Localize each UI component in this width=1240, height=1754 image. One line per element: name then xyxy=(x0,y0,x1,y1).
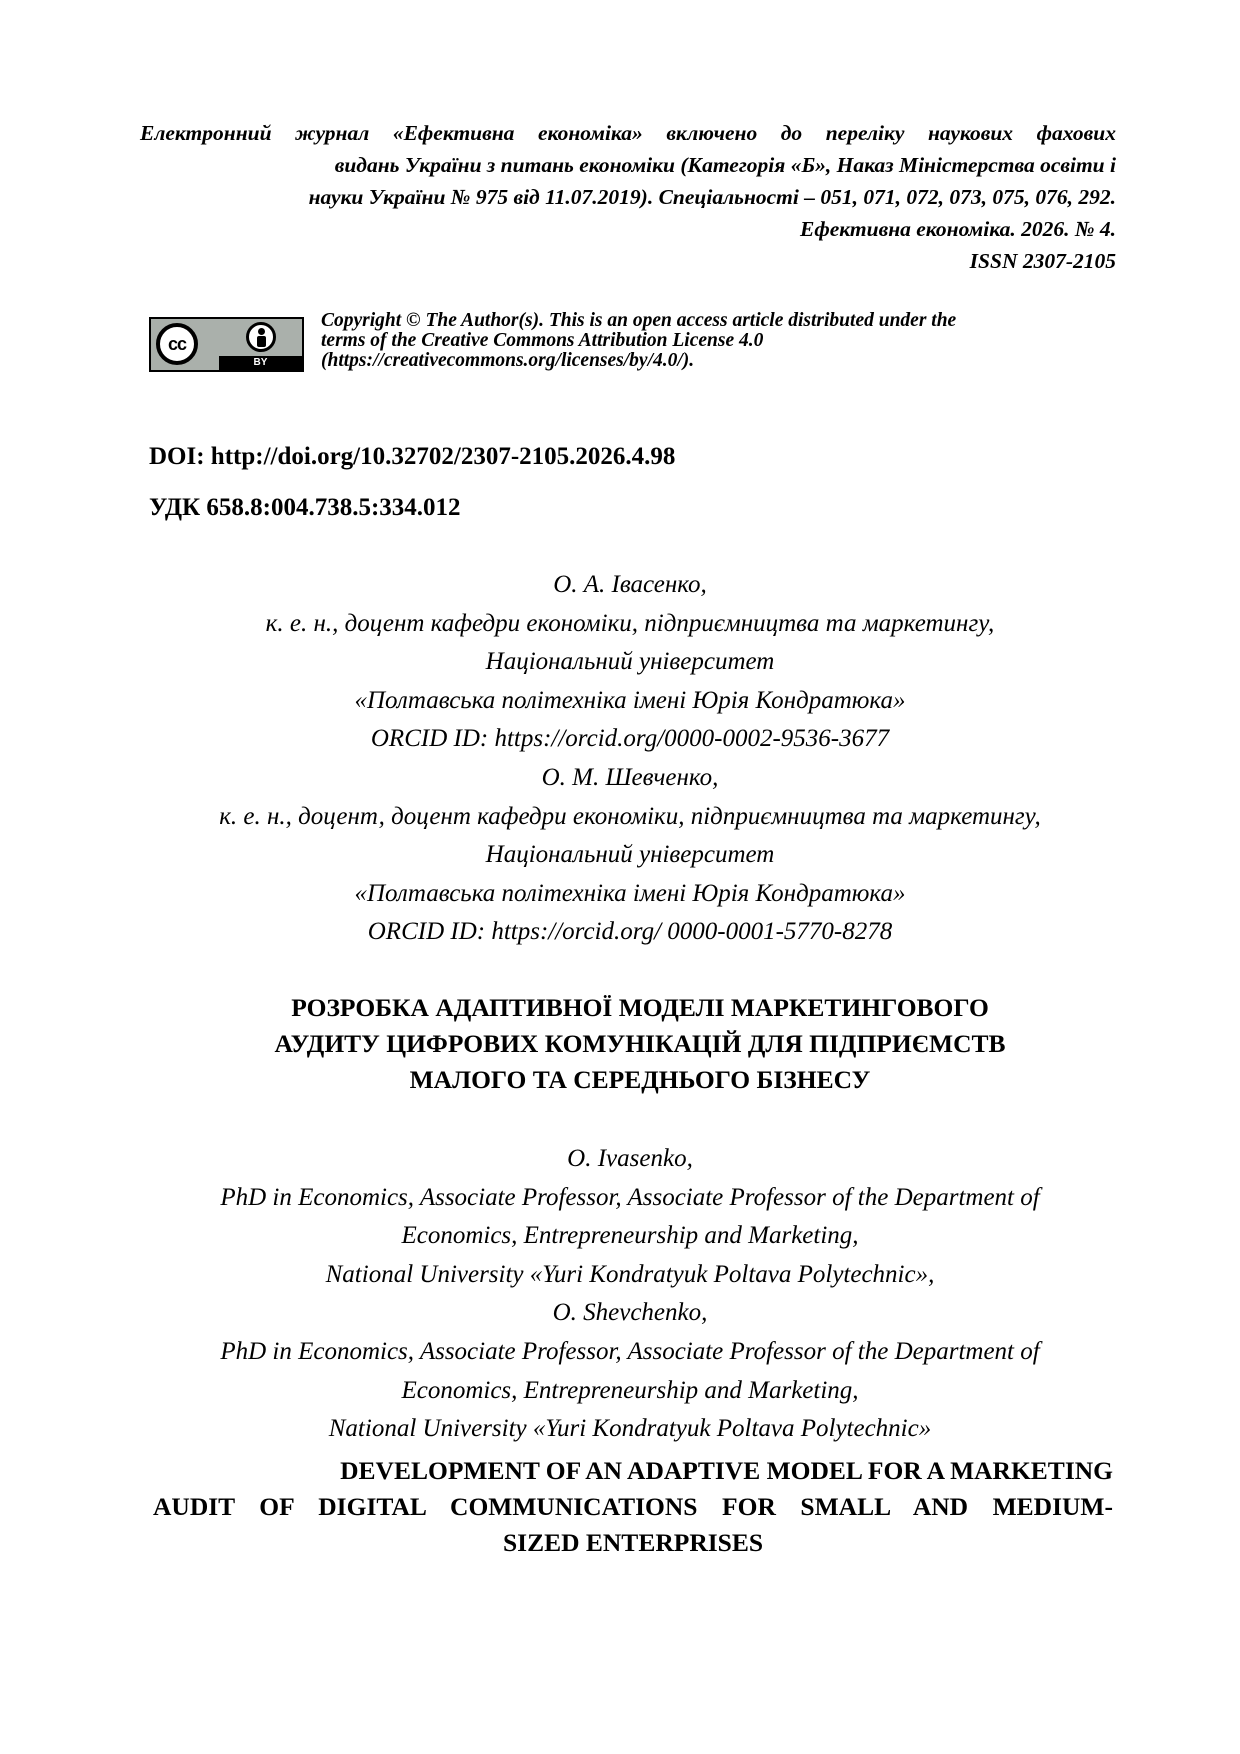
title-line: SIZED ENTERPRISES xyxy=(502,1528,764,1557)
author-name: О. М. Шевченко, xyxy=(541,763,719,791)
author-affiliation: PhD in Economics, Associate Professor, Associate Professor of the Department of xyxy=(220,1183,1040,1211)
title-english xyxy=(153,1453,1113,1561)
author-affiliation: Economics, Entrepreneurship and Marketing, xyxy=(401,1376,859,1404)
author-name: О. А. Івасенко, xyxy=(553,571,707,598)
author-affiliation: «Полтавська політехніка імені Юрія Кондратюка» xyxy=(354,879,906,907)
title-line: DEVELOPMENT OF AN ADAPTIVE MODEL FOR A MARKETING xyxy=(340,1456,1113,1485)
author-affiliation: Economics, Entrepreneurship and Marketing, xyxy=(401,1222,859,1250)
author-name: O. Shevchenko, xyxy=(552,1299,708,1327)
badge-by-label: BY xyxy=(253,357,268,368)
journal-header-line: науки України № 975 від 11.07.2019). Спеціальності – 051, 071, 072, 073, 075, 076, 292. xyxy=(308,185,1116,209)
journal-issue: Ефективна економіка. 2026. № 4. xyxy=(800,217,1116,241)
authors-english xyxy=(140,1140,1120,1449)
license-block xyxy=(149,311,1129,377)
journal-header-line: Електронний журнал «Ефективна економіка» включено до переліку наукових фахових xyxy=(140,121,1116,145)
license-url[interactable]: (https://creativecommons.org/licenses/by/4.0/). xyxy=(321,350,695,371)
author-affiliation: «Полтавська політехніка імені Юрія Кондратюка» xyxy=(354,686,906,714)
title-line: МАЛОГО ТА СЕРЕДНЬОГО БІЗНЕСУ xyxy=(409,1065,871,1094)
attribution-person-icon xyxy=(246,322,276,352)
author-affiliation: к. е. н., доцент, доцент кафедри економіки, підприємництва та маркетингу, xyxy=(219,802,1041,830)
journal-header xyxy=(140,117,1116,277)
title-line: AUDIT OF DIGITAL COMMUNICATIONS FOR SMALL AND MEDIUM- xyxy=(153,1492,1113,1521)
journal-issn: ISSN 2307-2105 xyxy=(969,249,1116,273)
license-text xyxy=(321,311,1131,371)
author-affiliation: Національний університет xyxy=(485,648,775,676)
authors-ukrainian xyxy=(140,566,1120,952)
author-affiliation: National University «Yuri Kondratyuk Poltava Polytechnic», xyxy=(325,1260,935,1288)
author-affiliation: к. е. н., доцент кафедри економіки, підприємництва та маркетингу, xyxy=(265,609,995,637)
license-line: terms of the Creative Commons Attribution License 4.0 xyxy=(321,330,764,351)
doi-link[interactable]: DOI: http://doi.org/10.32702/2307-2105.2026.4.98 xyxy=(149,443,676,470)
author-affiliation: Національний університет xyxy=(485,841,775,869)
title-line: РОЗРОБКА АДАПТИВНОЇ МОДЕЛІ МАРКЕТИНГОВОГО xyxy=(291,993,989,1022)
author-orcid-link[interactable]: ORCID ID: https://orcid.org/0000-0002-9536-3677 xyxy=(370,725,890,753)
udk-code: УДК 658.8:004.738.5:334.012 xyxy=(149,494,461,521)
cc-by-license-badge[interactable] xyxy=(149,317,304,372)
author-name: O. Ivasenko, xyxy=(567,1145,693,1172)
author-affiliation: National University «Yuri Kondratyuk Poltava Polytechnic» xyxy=(328,1415,932,1443)
author-orcid-link[interactable]: ORCID ID: https://orcid.org/ 0000-0001-5770-8278 xyxy=(367,918,893,946)
author-affiliation: PhD in Economics, Associate Professor, Associate Professor of the Department of xyxy=(220,1337,1040,1365)
creative-commons-icon: cc xyxy=(156,323,198,365)
title-ukrainian xyxy=(210,990,1070,1098)
title-line: АУДИТУ ЦИФРОВИХ КОМУНІКАЦІЙ ДЛЯ ПІДПРИЄМСТВ xyxy=(274,1029,1006,1058)
license-line: Copyright © The Author(s). This is an open access article distributed under the xyxy=(321,310,957,331)
journal-header-line: видань України з питань економіки (Категорія «Б», Наказ Міністерства освіти і xyxy=(334,153,1116,177)
